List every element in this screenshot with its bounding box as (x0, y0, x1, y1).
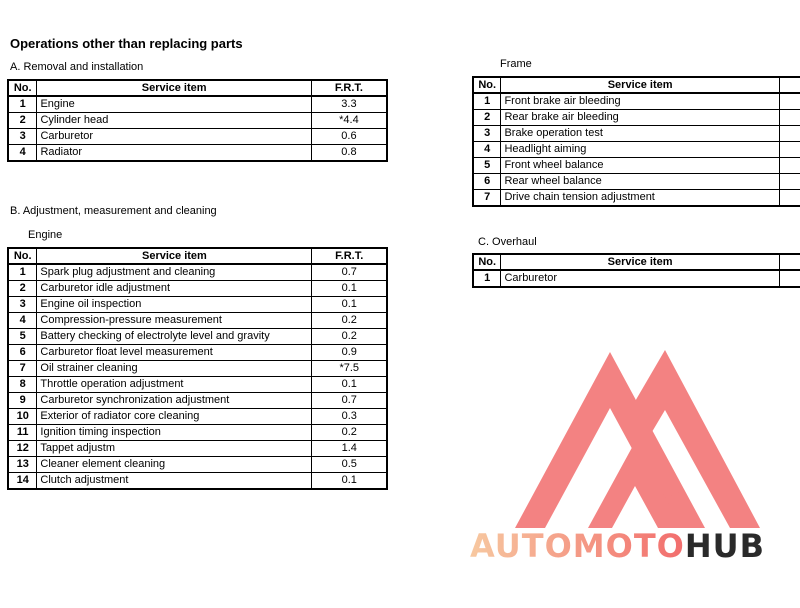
service-item-cell: Engine oil inspection (37, 297, 312, 313)
row-number: 2 (473, 110, 501, 126)
frt-value (779, 142, 800, 158)
frt-value (779, 93, 800, 110)
frt-value: *7.5 (312, 361, 387, 377)
column-header-service-item: Service item (37, 248, 312, 264)
row-number: 12 (8, 441, 37, 457)
section-a-heading: A. Removal and installation (10, 61, 144, 73)
table-row (473, 110, 800, 126)
table-row (8, 473, 387, 490)
table-row (8, 113, 387, 129)
frt-value: 0.1 (312, 473, 387, 490)
table-row (8, 129, 387, 145)
frt-value: 0.3 (312, 409, 387, 425)
table-header-row (473, 254, 800, 270)
frt-value (779, 126, 800, 142)
row-number: 9 (8, 393, 37, 409)
service-item-cell: Cleaner element cleaning (37, 457, 312, 473)
service-item-cell: Tappet adjustm (37, 441, 312, 457)
service-item-cell: Throttle operation adjustment (37, 377, 312, 393)
frt-value: 0.7 (312, 393, 387, 409)
table-row (8, 329, 387, 345)
frt-value (779, 270, 800, 287)
row-number: 7 (8, 361, 37, 377)
row-number: 1 (8, 96, 37, 113)
frt-value: 3.3 (311, 96, 387, 113)
column-header-no: No. (8, 248, 37, 264)
table-row (8, 425, 387, 441)
column-header-frt (779, 77, 800, 93)
service-item-cell: Clutch adjustment (37, 473, 312, 490)
overhaul-table (472, 253, 800, 288)
table-row (8, 409, 387, 425)
frt-value: *4.4 (311, 113, 387, 129)
service-item-cell: Cylinder head (37, 113, 311, 129)
frt-value: 0.1 (312, 377, 387, 393)
frt-value: 0.6 (311, 129, 387, 145)
column-header-no: No. (8, 80, 37, 96)
table-row (8, 281, 387, 297)
frt-value: 0.7 (312, 264, 387, 281)
service-item-cell: Carburetor float level measurement (37, 345, 312, 361)
service-item-cell: Exterior of radiator core cleaning (37, 409, 312, 425)
table-header-row (8, 248, 387, 264)
frt-value: 0.5 (312, 457, 387, 473)
column-header-frt: F.R.T. (312, 248, 387, 264)
table-row (473, 93, 800, 110)
row-number: 2 (8, 281, 37, 297)
service-item-cell: Carburetor synchronization adjustment (37, 393, 312, 409)
column-header-service-item: Service item (501, 77, 779, 93)
frame-subheading: Frame (500, 58, 532, 70)
table-row (8, 361, 387, 377)
table-row (8, 393, 387, 409)
service-item-cell: Brake operation test (501, 126, 779, 142)
table-row (8, 457, 387, 473)
frt-value: 0.1 (312, 297, 387, 313)
service-item-cell: Radiator (37, 145, 311, 162)
row-number: 1 (473, 93, 501, 110)
row-number: 6 (473, 174, 501, 190)
table-row (473, 158, 800, 174)
service-item-cell: Front brake air bleeding (501, 93, 779, 110)
row-number: 3 (8, 129, 37, 145)
row-number: 13 (8, 457, 37, 473)
service-item-cell: Engine (37, 96, 311, 113)
service-item-cell: Carburetor idle adjustment (37, 281, 312, 297)
column-header-no: No. (473, 77, 501, 93)
row-number: 3 (8, 297, 37, 313)
row-number: 1 (473, 270, 501, 287)
table-row (473, 174, 800, 190)
section-c-heading: C. Overhaul (478, 236, 537, 248)
table-row (8, 345, 387, 361)
service-item-cell: Ignition timing inspection (37, 425, 312, 441)
frt-value: 1.4 (312, 441, 387, 457)
watermark-text-automoto: AUTOMOTO (470, 527, 685, 565)
service-item-cell: Drive chain tension adjustment (501, 190, 779, 207)
service-item-cell: Rear wheel balance (501, 174, 779, 190)
table-row (8, 297, 387, 313)
table-row (473, 142, 800, 158)
table-row (8, 441, 387, 457)
row-number: 11 (8, 425, 37, 441)
row-number: 4 (8, 145, 37, 162)
frt-value (779, 174, 800, 190)
row-number: 8 (8, 377, 37, 393)
service-item-cell: Oil strainer cleaning (37, 361, 312, 377)
table-row (8, 377, 387, 393)
frt-value: 0.2 (312, 329, 387, 345)
frame-adjustment-table (472, 76, 800, 207)
frt-value (779, 158, 800, 174)
row-number: 6 (8, 345, 37, 361)
row-number: 5 (473, 158, 501, 174)
table-row (473, 126, 800, 142)
service-item-cell: Carburetor (37, 129, 311, 145)
frt-value: 0.8 (311, 145, 387, 162)
table-row (8, 145, 387, 162)
row-number: 4 (473, 142, 501, 158)
table-row (8, 264, 387, 281)
removal-installation-table (7, 79, 388, 162)
frt-value: 0.1 (312, 281, 387, 297)
frt-value: 0.2 (312, 313, 387, 329)
watermark-logo (470, 350, 800, 565)
column-header-no: No. (473, 254, 501, 270)
row-number: 2 (8, 113, 37, 129)
row-number: 1 (8, 264, 37, 281)
row-number: 5 (8, 329, 37, 345)
service-item-cell: Battery checking of electrolyte level and gravity (37, 329, 312, 345)
column-header-frt (779, 254, 800, 270)
row-number: 3 (473, 126, 501, 142)
row-number: 14 (8, 473, 37, 490)
service-item-cell: Front wheel balance (501, 158, 779, 174)
table-row (8, 313, 387, 329)
watermark-text-hub: HUB (684, 527, 766, 565)
service-item-cell: Compression-pressure measurement (37, 313, 312, 329)
row-number: 4 (8, 313, 37, 329)
engine-subheading: Engine (28, 229, 63, 241)
row-number: 7 (473, 190, 501, 207)
frt-value (779, 110, 800, 126)
watermark-text (470, 527, 765, 565)
column-header-service-item: Service item (37, 80, 311, 96)
column-header-service-item: Service item (501, 254, 779, 270)
service-item-cell: Carburetor (501, 270, 779, 287)
table-header-row (8, 80, 387, 96)
engine-adjustment-table (7, 247, 388, 490)
service-item-cell: Spark plug adjustment and cleaning (37, 264, 312, 281)
section-b-heading: B. Adjustment, measurement and cleaning (10, 205, 217, 217)
table-header-row (473, 77, 800, 93)
table-row (473, 190, 800, 207)
column-header-frt: F.R.T. (311, 80, 387, 96)
page-title: Operations other than replacing parts (10, 36, 243, 51)
frt-value: 0.9 (312, 345, 387, 361)
frt-value: 0.2 (312, 425, 387, 441)
table-row (8, 96, 387, 113)
service-item-cell: Headlight aiming (501, 142, 779, 158)
table-row (473, 270, 800, 287)
service-item-cell: Rear brake air bleeding (501, 110, 779, 126)
row-number: 10 (8, 409, 37, 425)
frt-value (779, 190, 800, 207)
